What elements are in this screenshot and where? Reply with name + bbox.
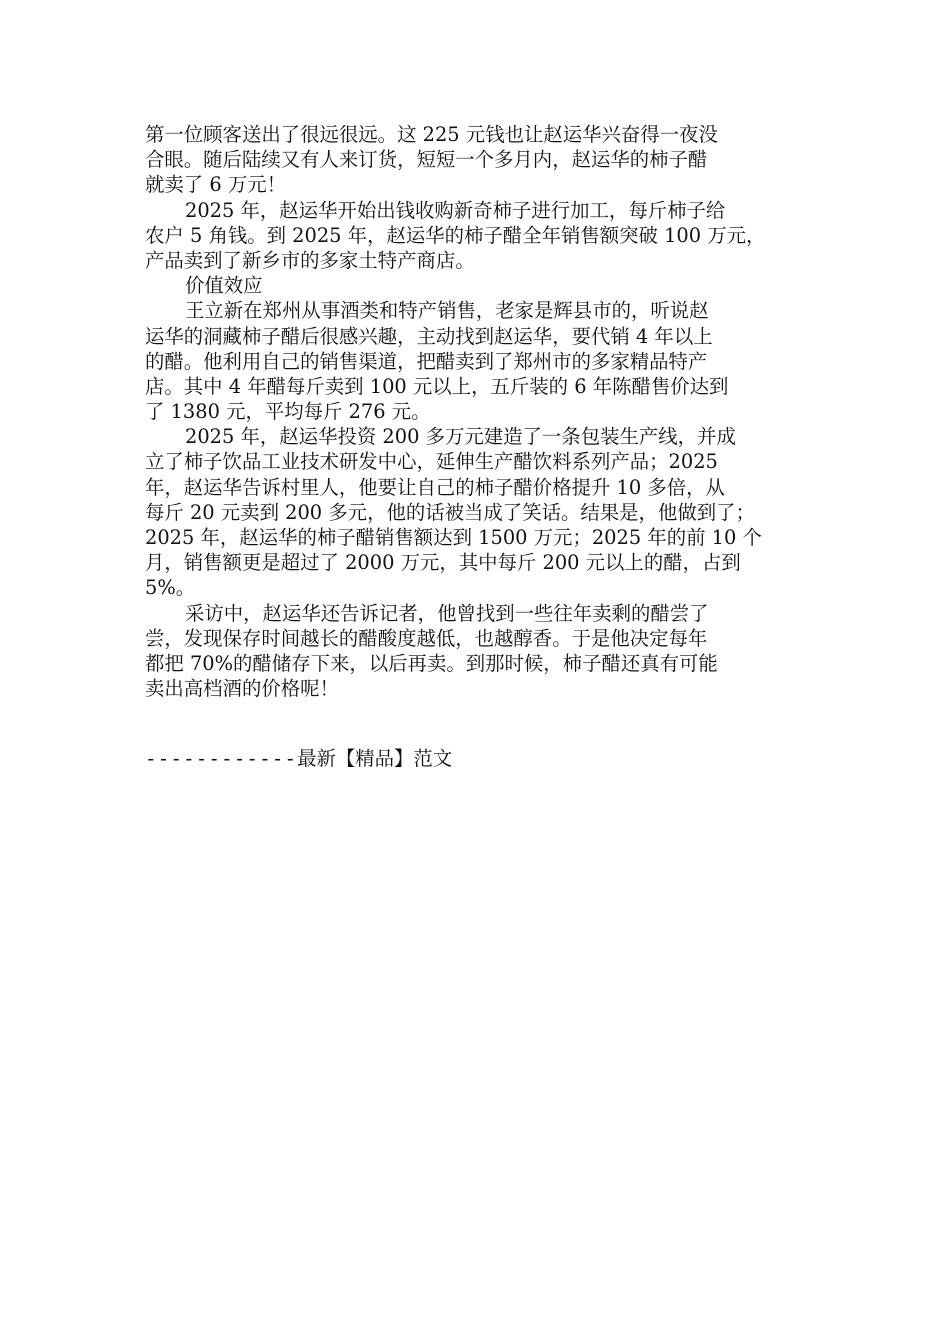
section-heading: 价值效应	[185, 274, 263, 298]
text-line: 店。其中 4 年醋每斤卖到 100 元以上，五斤装的 6 年陈醋售价达到	[145, 374, 729, 398]
text-line: 运华的洞藏柿子醋后很感兴趣，主动找到赵运华，要代销 4 年以上	[145, 324, 713, 348]
text-line: 第一位顾客送出了很远很远。这 225 元钱也让赵运华兴奋得一夜没	[145, 123, 718, 146]
text-line: 农户 5 角钱。到 2025 年，赵运华的柿子醋全年销售额突破 100 万元，	[145, 223, 766, 247]
text-line: 了 1380 元，平均每斤 276 元。	[145, 400, 431, 424]
text-line: 尝，发现保存时间越长的醋酸度越低，也越醇香。于是他决定每年	[145, 626, 708, 650]
text-line: 王立新在郑州从事酒类和特产销售，老家是辉县市的，听说赵	[185, 299, 709, 323]
text-line: 合眼。随后陆续又有人来订货，短短一个多月内，赵运华的柿子醋	[145, 148, 708, 172]
text-line: 年，赵运华告诉村里人，他要让自己的柿子醋价格提升 10 多倍，从	[145, 475, 725, 499]
text-line: 卖出高档酒的价格呢！	[145, 677, 339, 701]
text-line: 立了柿子饮品工业技术研发中心，延伸生产醋饮料系列产品；2025	[145, 450, 718, 474]
text-line: 都把 70%的醋储存下来，以后再卖。到那时候，柿子醋还真有可能	[145, 651, 718, 675]
text-line: 2025 年，赵运华的柿子醋销售额达到 1500 万元；2025 年的前 10 个	[145, 526, 762, 549]
footer-dashes: ------------	[145, 747, 298, 770]
text-line: 5%。	[145, 576, 196, 600]
footer-label: 最新【精品】范文	[297, 747, 453, 770]
text-line: 月，销售额更是超过了 2000 万元，其中每斤 200 元以上的醋，占到	[145, 551, 741, 575]
footer-banner	[145, 746, 452, 771]
text-line: 的醋。他利用自己的销售渠道，把醋卖到了郑州市的多家精品特产	[145, 349, 708, 373]
article-body	[145, 122, 815, 701]
text-line: 2025 年，赵运华开始出钱收购新奇柿子进行加工，每斤柿子给	[185, 198, 726, 222]
text-line: 2025 年，赵运华投资 200 多万元建造了一条包装生产线，并成	[185, 425, 736, 449]
text-line: 产品卖到了新乡市的多家土特产商店。	[145, 248, 475, 272]
text-line: 采访中，赵运华还告诉记者，他曾找到一些往年卖剩的醋尝了	[185, 601, 709, 625]
text-line: 就卖了 6 万元！	[145, 173, 287, 197]
text-line: 每斤 20 元卖到 200 多元，他的话被当成了笑话。结果是，他做到了；	[145, 500, 755, 524]
